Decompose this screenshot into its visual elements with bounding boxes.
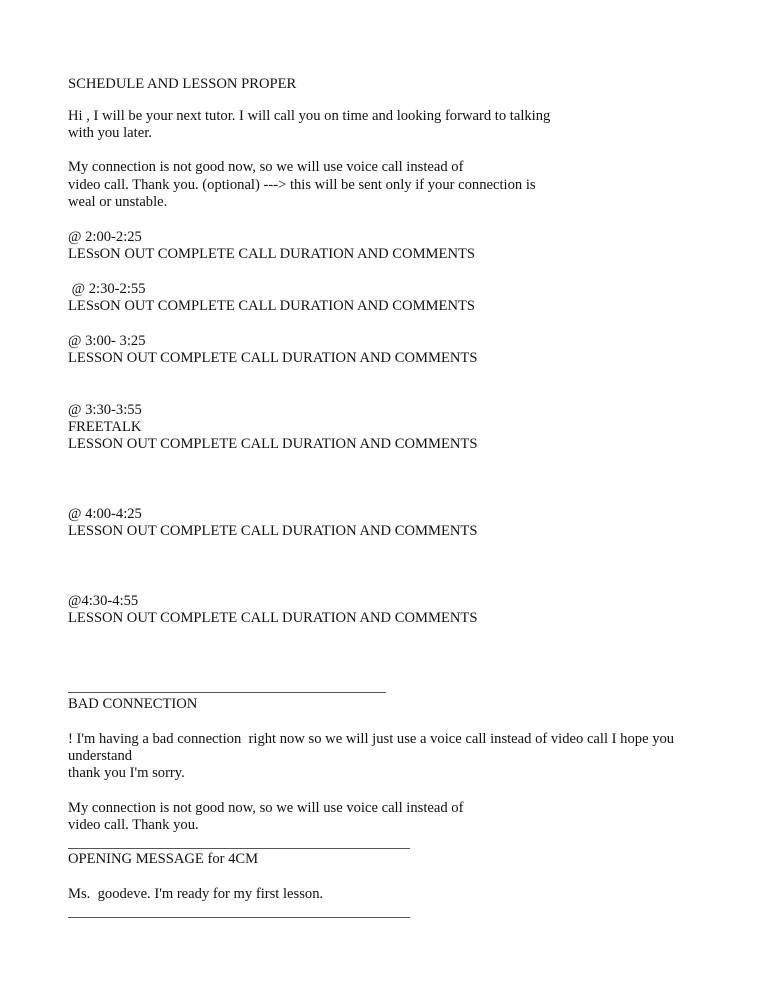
- slot-time: @4:30-4:55: [68, 593, 139, 609]
- slot-text: LESSON OUT COMPLETE CALL DURATION AND COMMENTS: [68, 523, 478, 539]
- divider: [68, 848, 410, 849]
- intro-line: with you later.: [68, 125, 152, 141]
- slot-time: @ 4:00-4:25: [68, 506, 142, 522]
- document-title: SCHEDULE AND LESSON PROPER: [68, 76, 297, 92]
- divider: [68, 692, 386, 693]
- slot-time: @ 2:30-2:55: [68, 281, 146, 297]
- connection-note-line: weal or unstable.: [68, 194, 168, 210]
- opening-heading: OPENING MESSAGE for 4CM: [68, 851, 259, 867]
- bad-connection-message: understand: [68, 748, 133, 764]
- bad-connection-alt: My connection is not good now, so we will use voice call instead of: [68, 800, 464, 816]
- slot-text: FREETALK: [68, 419, 142, 435]
- divider: [68, 917, 410, 918]
- slot-text: LESsON OUT COMPLETE CALL DURATION AND COMMENTS: [68, 298, 476, 314]
- slot-time: @ 2:00-2:25: [68, 229, 142, 245]
- connection-note-line: My connection is not good now, so we will use voice call instead of: [68, 159, 464, 175]
- bad-connection-message: ! I'm having a bad connection right now so we will just use a voice call instead of video call I hope you: [68, 731, 675, 747]
- intro-line: Hi , I will be your next tutor. I will call you on time and looking forward to talking: [68, 108, 551, 124]
- slot-text: LESSON OUT COMPLETE CALL DURATION AND COMMENTS: [68, 610, 478, 626]
- connection-note-line: video call. Thank you. (optional) ---> this will be sent only if your connection is: [68, 177, 536, 193]
- opening-message: Ms. goodeve. I'm ready for my first lesson.: [68, 886, 324, 902]
- slot-time: @ 3:00- 3:25: [68, 333, 146, 349]
- slot-time: @ 3:30-3:55: [68, 402, 142, 418]
- slot-text: LESSON OUT COMPLETE CALL DURATION AND COMMENTS: [68, 350, 478, 366]
- bad-connection-message: thank you I'm sorry.: [68, 765, 185, 781]
- bad-connection-heading: BAD CONNECTION: [68, 696, 198, 712]
- bad-connection-alt: video call. Thank you.: [68, 817, 199, 833]
- slot-text: LESsON OUT COMPLETE CALL DURATION AND COMMENTS: [68, 246, 476, 262]
- slot-text: LESSON OUT COMPLETE CALL DURATION AND COMMENTS: [68, 436, 478, 452]
